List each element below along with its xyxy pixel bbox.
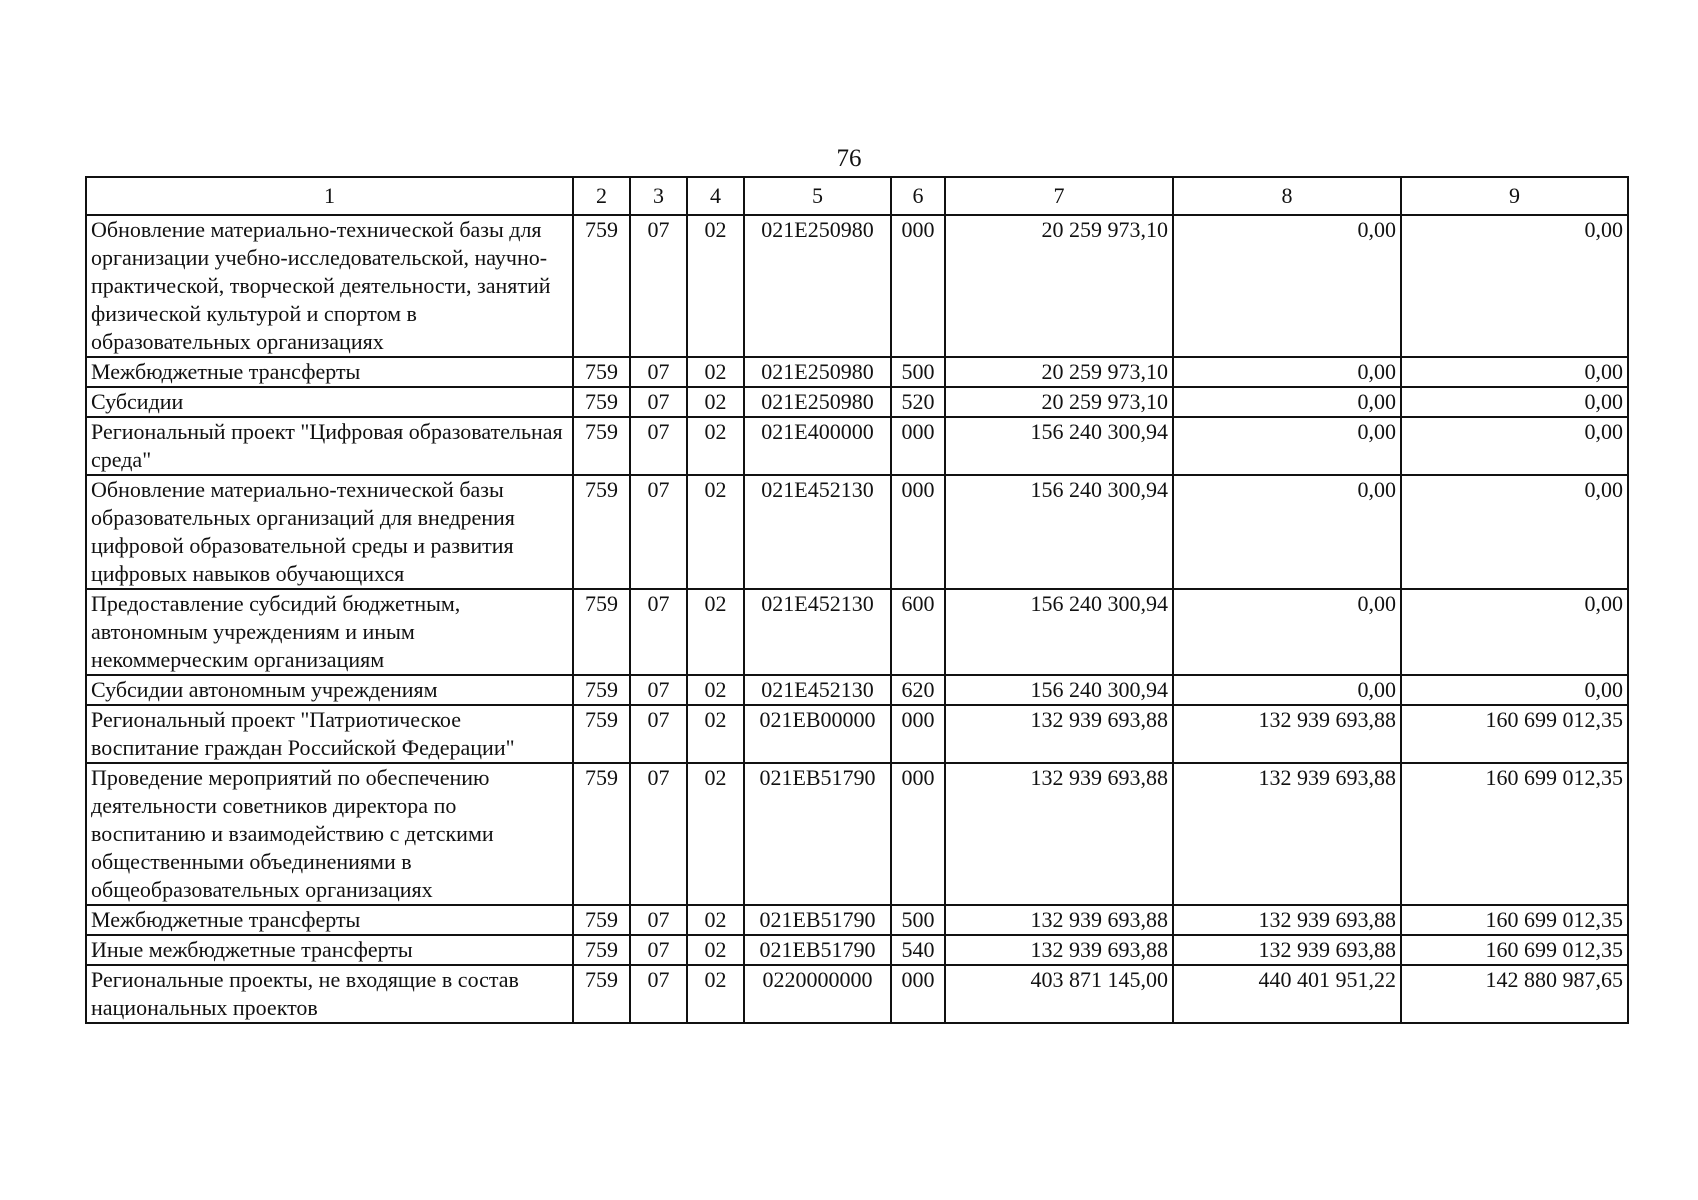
row-amount-9: 0,00 <box>1401 387 1628 417</box>
row-code-5: 021E452130 <box>744 475 891 589</box>
row-amount-7: 403 871 145,00 <box>945 965 1173 1023</box>
row-amount-9: 160 699 012,35 <box>1401 935 1628 965</box>
row-amount-7: 132 939 693,88 <box>945 905 1173 935</box>
row-amount-8: 0,00 <box>1173 215 1401 357</box>
row-code-6: 000 <box>891 475 945 589</box>
column-header: 5 <box>744 177 891 215</box>
table-row <box>86 675 1628 705</box>
row-code-5: 021EB51790 <box>744 905 891 935</box>
row-code-3: 07 <box>630 387 687 417</box>
column-header: 8 <box>1173 177 1401 215</box>
row-name: Региональный проект "Патриотическое воспитание граждан Российской Федерации" <box>86 705 573 763</box>
row-amount-9: 0,00 <box>1401 215 1628 357</box>
row-amount-7: 132 939 693,88 <box>945 763 1173 905</box>
column-header: 3 <box>630 177 687 215</box>
column-header: 6 <box>891 177 945 215</box>
row-code-3: 07 <box>630 475 687 589</box>
row-amount-7: 156 240 300,94 <box>945 475 1173 589</box>
row-code-5: 021EB51790 <box>744 935 891 965</box>
table-row <box>86 705 1628 763</box>
table-row <box>86 965 1628 1023</box>
row-amount-8: 0,00 <box>1173 675 1401 705</box>
row-code-5: 021EB51790 <box>744 763 891 905</box>
row-amount-8: 132 939 693,88 <box>1173 905 1401 935</box>
row-name: Субсидии <box>86 387 573 417</box>
row-code-5: 021E250980 <box>744 387 891 417</box>
row-name: Межбюджетные трансферты <box>86 357 573 387</box>
row-name: Предоставление субсидий бюджетным, автономным учреждениям и иным некоммерческим организациям <box>86 589 573 675</box>
row-code-2: 759 <box>573 357 630 387</box>
row-code-5: 021EB00000 <box>744 705 891 763</box>
row-amount-9: 160 699 012,35 <box>1401 705 1628 763</box>
row-code-5: 021E250980 <box>744 215 891 357</box>
row-code-5: 021E250980 <box>744 357 891 387</box>
row-amount-7: 20 259 973,10 <box>945 357 1173 387</box>
row-amount-9: 160 699 012,35 <box>1401 763 1628 905</box>
row-code-2: 759 <box>573 215 630 357</box>
row-code-2: 759 <box>573 387 630 417</box>
row-code-4: 02 <box>687 215 744 357</box>
row-code-6: 000 <box>891 763 945 905</box>
row-code-6: 620 <box>891 675 945 705</box>
row-code-3: 07 <box>630 705 687 763</box>
row-amount-8: 0,00 <box>1173 417 1401 475</box>
row-amount-9: 142 880 987,65 <box>1401 965 1628 1023</box>
row-amount-7: 20 259 973,10 <box>945 215 1173 357</box>
row-code-3: 07 <box>630 215 687 357</box>
row-code-4: 02 <box>687 905 744 935</box>
column-header: 1 <box>86 177 573 215</box>
row-code-2: 759 <box>573 475 630 589</box>
row-amount-8: 132 939 693,88 <box>1173 705 1401 763</box>
row-name: Иные межбюджетные трансферты <box>86 935 573 965</box>
row-amount-8: 0,00 <box>1173 387 1401 417</box>
row-name: Субсидии автономным учреждениям <box>86 675 573 705</box>
row-name: Обновление материально-технической базы для организации учебно-исследовательской, научно-практической, творческой деятельности, занятий физической культурой и спортом в образовательных организациях <box>86 215 573 357</box>
row-name: Проведение мероприятий по обеспечению деятельности советников директора по воспитанию и взаимодействию с детскими общественными объединениями в общеобразовательных организациях <box>86 763 573 905</box>
row-code-3: 07 <box>630 589 687 675</box>
row-code-5: 021E452130 <box>744 675 891 705</box>
table-row <box>86 763 1628 905</box>
row-code-6: 000 <box>891 215 945 357</box>
row-code-2: 759 <box>573 589 630 675</box>
row-amount-7: 156 240 300,94 <box>945 675 1173 705</box>
row-code-4: 02 <box>687 935 744 965</box>
table-row <box>86 475 1628 589</box>
row-code-6: 000 <box>891 705 945 763</box>
row-amount-8: 132 939 693,88 <box>1173 763 1401 905</box>
row-code-3: 07 <box>630 763 687 905</box>
row-amount-9: 0,00 <box>1401 475 1628 589</box>
row-amount-7: 156 240 300,94 <box>945 417 1173 475</box>
table-row <box>86 417 1628 475</box>
row-code-4: 02 <box>687 763 744 905</box>
row-code-4: 02 <box>687 417 744 475</box>
row-code-2: 759 <box>573 935 630 965</box>
page-number: 76 <box>836 145 862 172</box>
row-code-5: 0220000000 <box>744 965 891 1023</box>
table-row <box>86 357 1628 387</box>
row-code-4: 02 <box>687 387 744 417</box>
row-code-4: 02 <box>687 589 744 675</box>
row-amount-7: 132 939 693,88 <box>945 935 1173 965</box>
row-code-5: 021E452130 <box>744 589 891 675</box>
row-amount-8: 0,00 <box>1173 475 1401 589</box>
row-code-4: 02 <box>687 357 744 387</box>
row-code-6: 520 <box>891 387 945 417</box>
row-code-4: 02 <box>687 475 744 589</box>
table-row <box>86 387 1628 417</box>
row-name: Региональный проект "Цифровая образовательная среда" <box>86 417 573 475</box>
row-code-2: 759 <box>573 763 630 905</box>
row-code-2: 759 <box>573 417 630 475</box>
column-header: 9 <box>1401 177 1628 215</box>
row-amount-8: 0,00 <box>1173 589 1401 675</box>
row-amount-8: 132 939 693,88 <box>1173 935 1401 965</box>
row-code-3: 07 <box>630 675 687 705</box>
header-row <box>86 177 1628 215</box>
column-header: 7 <box>945 177 1173 215</box>
row-code-6: 500 <box>891 357 945 387</box>
row-amount-8: 440 401 951,22 <box>1173 965 1401 1023</box>
row-amount-9: 160 699 012,35 <box>1401 905 1628 935</box>
row-code-2: 759 <box>573 965 630 1023</box>
row-code-3: 07 <box>630 417 687 475</box>
row-amount-9: 0,00 <box>1401 417 1628 475</box>
row-amount-7: 132 939 693,88 <box>945 705 1173 763</box>
row-code-2: 759 <box>573 905 630 935</box>
table-row <box>86 905 1628 935</box>
row-code-6: 000 <box>891 965 945 1023</box>
row-name: Региональные проекты, не входящие в состав национальных проектов <box>86 965 573 1023</box>
row-amount-9: 0,00 <box>1401 589 1628 675</box>
row-amount-8: 0,00 <box>1173 357 1401 387</box>
column-header: 2 <box>573 177 630 215</box>
row-amount-7: 156 240 300,94 <box>945 589 1173 675</box>
row-code-4: 02 <box>687 965 744 1023</box>
row-code-5: 021E400000 <box>744 417 891 475</box>
row-code-3: 07 <box>630 965 687 1023</box>
row-code-3: 07 <box>630 935 687 965</box>
row-amount-9: 0,00 <box>1401 357 1628 387</box>
table-row <box>86 935 1628 965</box>
budget-table <box>85 176 1629 1024</box>
table-row <box>86 589 1628 675</box>
row-amount-9: 0,00 <box>1401 675 1628 705</box>
row-code-4: 02 <box>687 675 744 705</box>
row-name: Межбюджетные трансферты <box>86 905 573 935</box>
table-row <box>86 215 1628 357</box>
row-code-6: 600 <box>891 589 945 675</box>
column-header: 4 <box>687 177 744 215</box>
row-code-2: 759 <box>573 705 630 763</box>
row-code-4: 02 <box>687 705 744 763</box>
row-code-3: 07 <box>630 905 687 935</box>
row-amount-7: 20 259 973,10 <box>945 387 1173 417</box>
row-code-6: 000 <box>891 417 945 475</box>
row-code-3: 07 <box>630 357 687 387</box>
row-code-6: 540 <box>891 935 945 965</box>
row-code-2: 759 <box>573 675 630 705</box>
row-code-6: 500 <box>891 905 945 935</box>
row-name: Обновление материально-технической базы образовательных организаций для внедрения цифровой образовательной среды и развития цифровых навыков обучающихся <box>86 475 573 589</box>
